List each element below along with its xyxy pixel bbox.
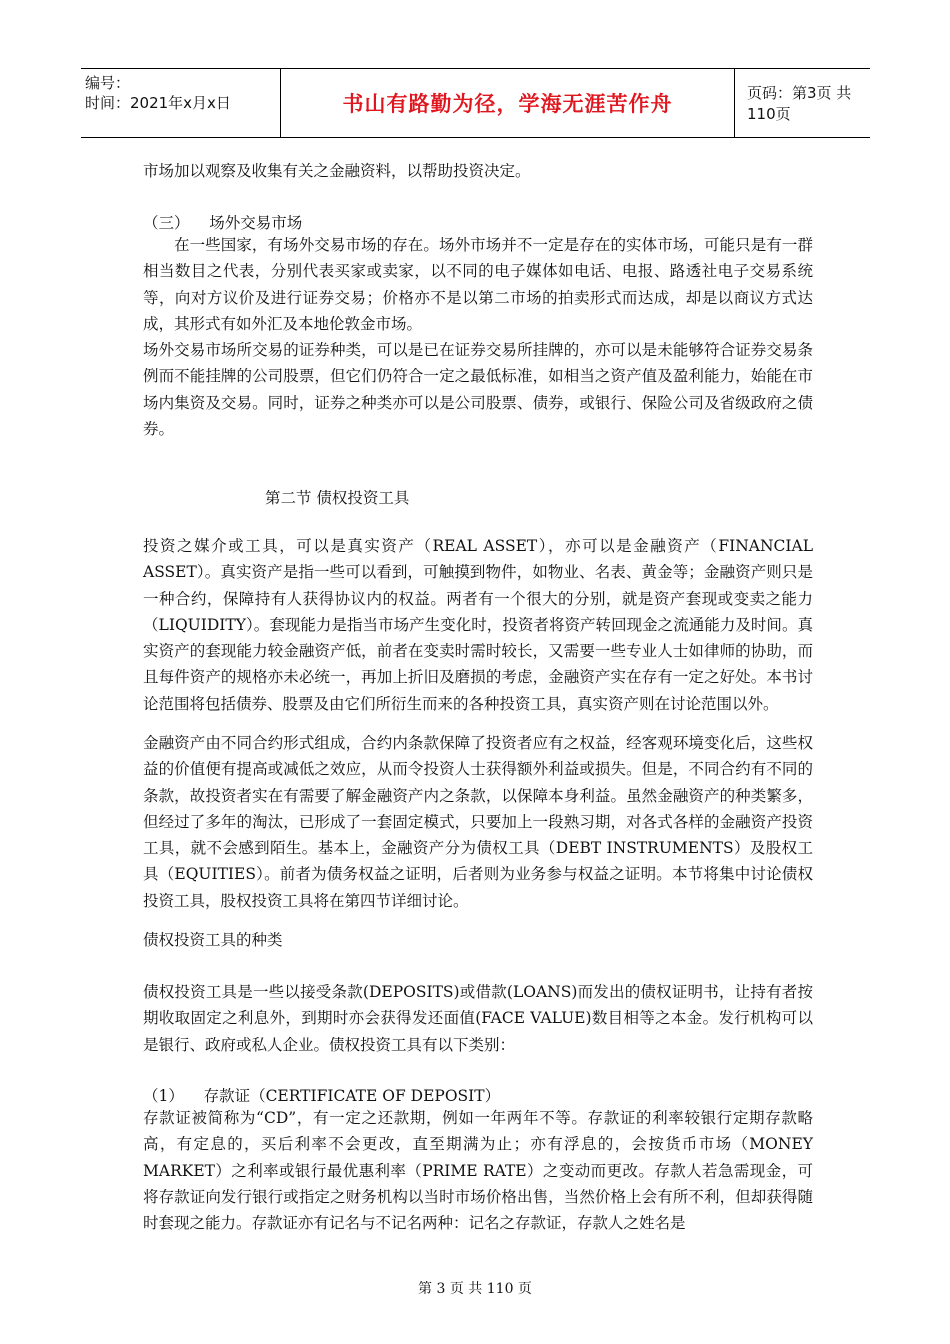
page-footer: 第 3 页 共 110 页 xyxy=(418,1281,532,1297)
paragraph-financial-assets: 金融资产由不同合约形式组成，合约内条款保障了投资者应有之权益，经客观环境变化后，这些权益的价值便有提高或减低之效应，从而令投资人士获得额外利益或损失。但是，不同合约有不同的条款，故投资者实在有需要了解金融资产内之条款，以保障本身利益。虽然金融资产的种类繁多，但经过了多年的淘汰，已形成了一套固定模式，只要加上一段熟习期，对各式各样的金融资产投资工具，就不会感到陌生。基本上，金融资产分为债权工具（DEBT INSTRUMENTS）及股权工具（EQUITIES）。前者为债务权益之证明，后者则为业务参与权益之证明。本节将集中讨论债权投资工具，股权投资工具将在第四节详细讨论。 xyxy=(143,734,813,910)
section-heading: 第二节 债权投资工具 xyxy=(265,489,410,507)
document-date: 时间：2021年x月x日 xyxy=(85,94,231,112)
paragraph-debt-instruments: 债权投资工具是一些以接受条款(DEPOSITS)或借款(LOANS)而发出的债权证明书，让持有者按期收取固定之利息外，到期时亦会获得发还面值(FACE VALUE)数目相等之本金。发行机构可以是银行、政府或私人企业。债权投资工具有以下类别： xyxy=(143,983,813,1054)
subheading-debt-types: 债权投资工具的种类 xyxy=(143,931,283,949)
header-page-info xyxy=(735,69,870,137)
subsection-title-otc: （三） 场外交易市场 xyxy=(143,214,303,232)
header-motto: 书山有路勤为径，学海无涯苦作舟 xyxy=(342,92,673,116)
paragraph-otc-securities: 场外交易市场所交易的证券种类，可以是已在证券交易所挂牌的，亦可以是未能够符合证券交易条例而不能挂牌的公司股票，但它们仍符合一定之最低标准，如相当之资产值及盈利能力，始能在市场内集资及交易。同时，证券之种类亦可以是公司股票、债券，或银行、保险公司及省级政府之债券。 xyxy=(143,341,813,438)
header-page-label: 页码：第3页 共110页 xyxy=(747,84,852,123)
header-motto-cell xyxy=(281,69,735,137)
paragraph-otc-intro: 在一些国家，有场外交易市场的存在。场外市场并不一定是存在的实体市场，可能只是有一群相当数目之代表，分别代表买家或卖家，以不同的电子媒体如电话、电报、路透社电子交易系统等，向对方议价及进行证券交易；价格亦不是以第二市场的拍卖形式而达成，却是以商议方式达成，其形式有如外汇及本地伦敦金市场。 xyxy=(143,236,813,333)
paragraph-investment-media: 投资之媒介或工具，可以是真实资产（REAL ASSET），亦可以是金融资产（FINANCIAL ASSET）。真实资产是指一些可以看到，可触摸到物件，如物业、名表、黄金等；金融资产则只是一种合约，保障持有人获得协议内的权益。两者有一个很大的分别，就是资产套现或变卖之能力（LIQUIDITY）。套现能力是指当市场产生变化时，投资者将资产转回现金之流通能力及时间。真实资产的套现能力较金融资产低，前者在变卖时需时较长，又需要一些专业人士如律师的协助，而且每件资产的规格亦未必统一，再加上折旧及磨损的考虑，金融资产实在存有一定之好处。本书讨论范围将包括债券、股票及由它们所衍生而来的各种投资工具，真实资产则在讨论范围以外。 xyxy=(143,537,818,713)
paragraph-cd: 存款证被简称为“CD”，有一定之还款期，例如一年两年不等。存款证的利率较银行定期存款略高，有定息的，买后利率不会更改，直至期满为止；亦有浮息的，会按货币市场（MONEY MARKET）之利率或银行最优惠利率（PRIME RATE）之变动而更改。存款人若急需现金，可将存款证向发行银行或指定之财务机构以当时市场价格出售，当然价格上会有所不利，但却获得随时套现之能力。存款证亦有记名与不记名两种：记名之存款证，存款人之姓名是 xyxy=(143,1109,818,1233)
item-title-cd: （1） 存款证（CERTIFICATE OF DEPOSIT） xyxy=(143,1087,501,1105)
document-number-label: 编号： xyxy=(85,74,131,92)
header-meta xyxy=(81,69,281,137)
page-header xyxy=(81,68,870,138)
paragraph-continued: 市场加以观察及收集有关之金融资料，以帮助投资决定。 xyxy=(143,162,531,180)
